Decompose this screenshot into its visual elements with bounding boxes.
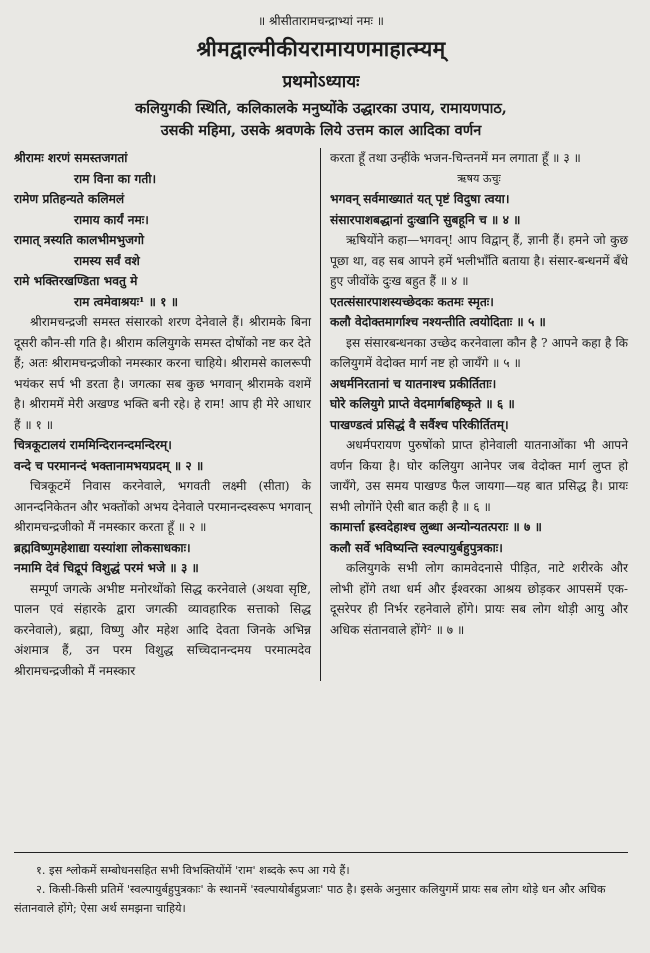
subject-line: उसकी महिमा, उसके श्रवणके लिये उत्तम काल आदिका वर्णन xyxy=(160,122,482,139)
verse-line: रामाय कार्यं नमः। xyxy=(74,212,149,227)
translation-3: सम्पूर्ण जगत्के अभीष्ट मनोरथोंको सिद्ध करनेवाले (अथवा सृष्टि, पालन एवं संहारके द्वारा जगत्की व्यावहारिक सत्ताको सिद्ध करनेवाले), ब्रह्मा, विष्णु और महेश आदि देवता जिनके अभिन्न अंशमात्र हैं, उन परम विशुद्ध सच्चिदानन्दमय परमात्मदेव श्रीरामचन्द्रजीको मैं नमस्कार xyxy=(14,581,311,678)
invocation: ॥ श्रीसीतारामचन्द्राभ्यां नमः ॥ xyxy=(258,14,384,28)
verse-line: श्रीरामः शरणं समस्तजगतां xyxy=(14,151,128,165)
chapter-subject xyxy=(14,98,628,142)
verse-5 xyxy=(330,292,628,333)
verse-line: कलौ वेदोक्तमार्गाश्च नश्यन्तीति त्वयोदिताः ॥ ५ ॥ xyxy=(330,315,546,329)
translation-3-continued: करता हूँ तथा उन्हींके भजन-चिन्तनमें मन लगाता हूँ ॥ ३ ॥ xyxy=(330,151,581,165)
subject-line: कलियुगकी स्थिति, कलिकालके मनुष्योंके उद्धारका उपाय, रामायणपाठ, xyxy=(135,100,507,117)
footnote-1: १. इस श्लोकमें सम्बोधनसहित सभी विभक्तियोंमें 'राम' शब्दके रूप आ गये हैं। xyxy=(36,864,350,877)
verse-line: राम त्वमेवाश्रयः¹ ॥ १ ॥ xyxy=(74,294,179,309)
verse-3 xyxy=(14,538,311,579)
verse-line: कलौ सर्वे भविष्यन्ति स्वल्पायुर्बहुपुत्रकाः। xyxy=(330,540,503,555)
page-title: श्रीमद्वाल्मीकीयरामायणमाहात्म्यम् xyxy=(196,36,446,61)
left-column xyxy=(14,148,321,681)
verse-6 xyxy=(330,374,628,436)
verse-line: रामे भक्तिरखण्डिता भवतु मे xyxy=(14,274,138,288)
verse-2 xyxy=(14,435,311,476)
right-column xyxy=(321,148,628,681)
verse-line: पाखण्डत्वं प्रसिद्धं वै सर्वैश्च परिकीर्तितम्। xyxy=(330,417,509,432)
verse-line: रामात् त्रस्यति कालभीमभुजगो xyxy=(14,233,145,247)
two-column-body xyxy=(14,148,628,681)
verse-line: घोरे कलियुगे प्राप्ते वेदमार्गबहिष्कृते ॥ ६ ॥ xyxy=(330,397,515,411)
speaker-heading: ऋषय ऊचुः xyxy=(457,171,501,185)
verse-line: कामार्त्ता ह्रस्वदेहाश्च लुब्धा अन्योन्यतत्पराः ॥ ७ ॥ xyxy=(330,520,542,534)
verse-line: राम विना का गती। xyxy=(74,171,157,186)
verse-1 xyxy=(14,148,311,312)
translation-6: अधर्मपरायण पुरुषोंको प्राप्त होनेवाली यातनाओंका भी आपने वर्णन किया है। घोर कलियुग आनेपर जब वेदोक्त मार्ग लुप्त हो जायँगे, उस समय पाखण्ड फैल जायगा—यह बात प्रसिद्ध है। प्रायः सभी लोगोंने ऐसी बात कही है ॥ ६ ॥ xyxy=(330,438,628,514)
footnote-2: २. किसी-किसी प्रतिमें 'स्वल्पायुर्बहुपुत्रकाः' के स्थानमें 'स्वल्पायोर्बहुप्रजाः' पाठ है। इसके अनुसार कलियुगमें प्रायः सब लोग थोड़े धन और अधिक संतानवाले होंगे; ऐसा अर्थ समझना चाहिये। xyxy=(14,883,606,915)
verse-line: भगवन् सर्वमाख्यातं यत् पृष्टं विदुषा त्वया। xyxy=(330,192,510,206)
translation-5: इस संसारबन्धनका उच्छेद करनेवाला कौन है ? आपने कहा है कि कलियुगमें वेदोक्त मार्ग नष्ट हो जायँगे ॥ ५ ॥ xyxy=(330,335,628,370)
verse-7 xyxy=(330,517,628,558)
verse-line: एतत्संसारपाशस्यच्छेदकः कतमः स्मृतः। xyxy=(330,294,494,309)
verse-line: चित्रकूटालयं राममिन्दिरानन्दमन्दिरम्। xyxy=(14,438,172,452)
chapter-heading: प्रथमोऽध्यायः xyxy=(282,72,360,92)
verse-4 xyxy=(330,189,628,230)
translation-2: चित्रकूटमें निवास करनेवाले, भगवती लक्ष्मी (सीता) के आनन्दनिकेतन और भक्तोंको अभय देनेवाले परमानन्दस्वरूप भगवान् श्रीरामचन्द्रजीको मैं नमस्कार करता हूँ ॥ २ ॥ xyxy=(14,479,311,534)
verse-line: वन्दे च परमानन्दं भक्तानामभयप्रदम् ॥ २ ॥ xyxy=(14,458,204,473)
verse-line: नमामि देवं चिद्रूपं विशुद्धं परमं भजे ॥ ३ ॥ xyxy=(14,561,199,575)
footnotes xyxy=(14,852,628,918)
translation-7: कलियुगके सभी लोग कामवेदनासे पीड़ित, नाटे शरीरके और लोभी होंगे तथा धर्म और ईश्वरका आश्रय छोड़कर आपसमें एक-दूसरेपर ही निर्भर रहनेवाले होंगे। प्रायः सब लोग थोड़ी आयु और अधिक संतानवाले होंगे² ॥ ७ ॥ xyxy=(330,561,628,637)
translation-1: श्रीरामचन्द्रजी समस्त संसारको शरण देनेवाले हैं। श्रीरामके बिना दूसरी कौन-सी गति है। श्रीराम कलियुगके समस्त दोषोंको नष्ट कर देते हैं; अतः श्रीरामचन्द्रजीको नमस्कार करना चाहिये। श्रीरामसे कालरूपी भयंकर सर्प भी डरता है। जगत्का सब कुछ भगवान् श्रीरामके वशमें है। श्रीराममें मेरी अखण्ड भक्ति बनी रहे। हे राम! आप ही मेरे आधार हैं ॥ १ ॥ xyxy=(14,315,311,432)
verse-line: रामेण प्रतिहन्यते कलिमलं xyxy=(14,192,125,206)
verse-line: संसारपाशबद्धानां दुःखानि सुबहूनि च ॥ ४ ॥ xyxy=(330,212,521,227)
verse-line: अधर्मनिरतानां च यातनाश्च प्रकीर्तिताः। xyxy=(330,376,497,391)
verse-line: रामस्य सर्वं वशे xyxy=(74,253,140,268)
translation-4: ऋषियोंने कहा—भगवन्! आप विद्वान् हैं, ज्ञानी हैं। हमने जो कुछ पूछा था, वह सब आपने हमें भलीभाँति बताया है। संसार-बन्धनमें बँधे हुए जीवोंके दुःख बहुत हैं ॥ ४ ॥ xyxy=(330,233,628,288)
verse-line: ब्रह्मविष्णुमहेशाद्या यस्यांशा लोकसाधकाः। xyxy=(14,540,191,555)
